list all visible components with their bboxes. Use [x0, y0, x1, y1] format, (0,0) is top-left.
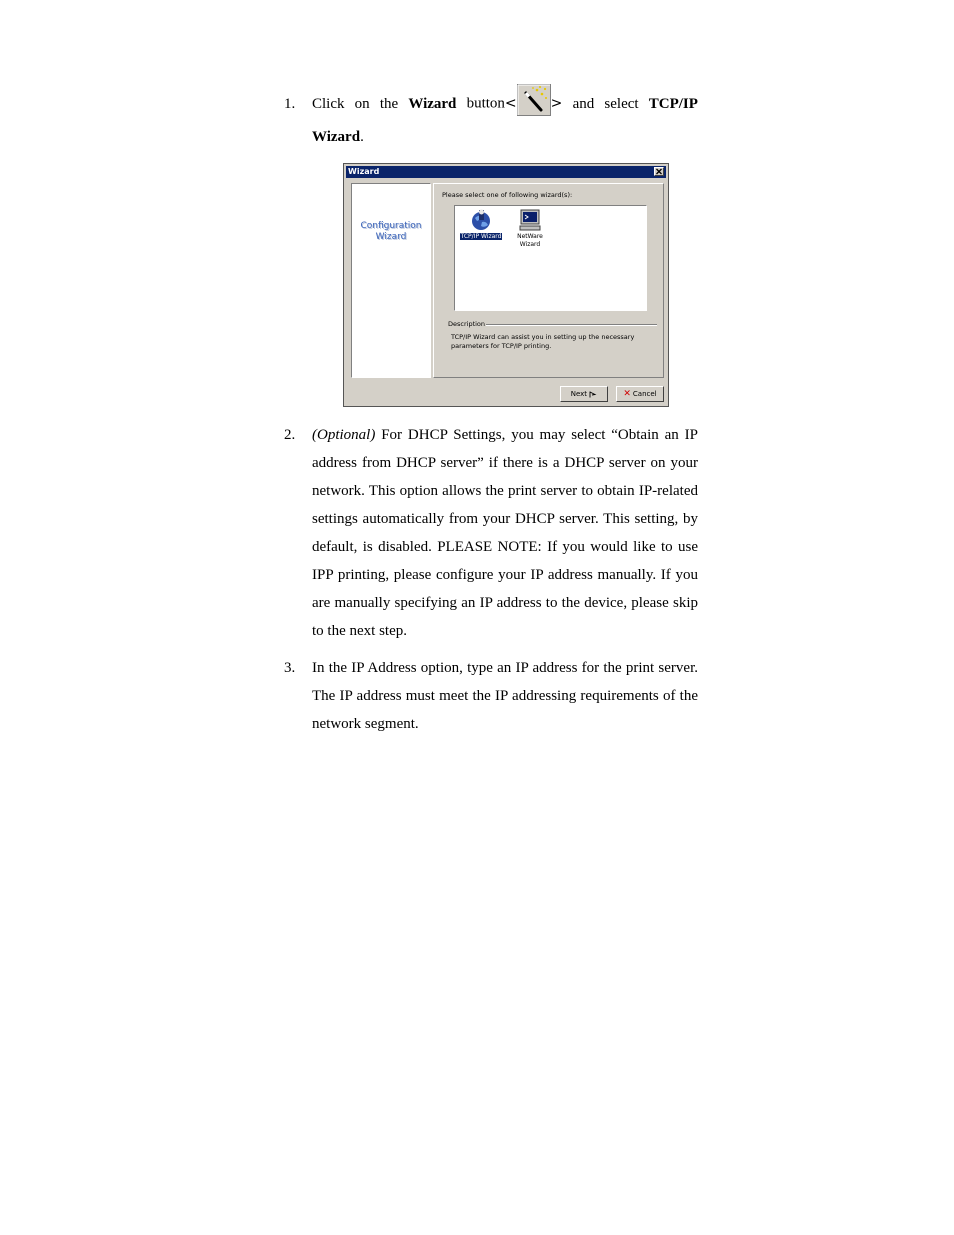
step-1-line-1	[312, 90, 698, 118]
list-item-tcpip-wizard[interactable]	[455, 208, 507, 241]
cancel-button[interactable]	[616, 386, 664, 402]
step-2-body: For DHCP Settings, you may select “Obtain an IP address from DHCP server” if there is a DHCP server on your network. This option allows the print server to obtain IP-related settings automatically from your DHCP server. This setting, by default, is disabled. PLEASE NOTE: If you would like to use IPP printing, please configure your IP address manually. If you are manually specifying an IP address to the device, please skip to the next step.	[312, 427, 698, 639]
wizard-list[interactable]	[454, 205, 647, 311]
word: button	[466, 95, 505, 112]
banner-line-1: Configuration	[360, 221, 422, 231]
list-item-netware-wizard[interactable]	[504, 208, 556, 249]
tcpip-term: TCP/IP	[648, 96, 698, 112]
next-arrow-icon	[589, 391, 597, 398]
banner-line-2: Wizard	[375, 232, 407, 242]
word: and	[572, 96, 595, 112]
magic-wand-icon	[517, 84, 551, 116]
tcpip-globe-icon	[469, 208, 493, 232]
netware-computer-icon	[518, 208, 542, 232]
wizard-term: Wizard	[408, 96, 457, 112]
step-1-line-2	[312, 123, 364, 151]
word: the	[379, 96, 399, 112]
bracket-close: >	[550, 95, 563, 112]
dialog-titlebar	[346, 166, 666, 178]
description-legend: Description	[448, 320, 486, 328]
wizard-dialog	[343, 163, 669, 407]
step-number: 2.	[284, 427, 296, 443]
word: Click	[312, 96, 345, 112]
word: on	[354, 96, 370, 112]
netware-label-2: Wizard	[519, 241, 541, 248]
description-text: TCP/IP Wizard can assist you in setting up the necessary parameters for TCP/IP printing.	[451, 333, 635, 350]
wizard-term: Wizard	[312, 129, 361, 145]
step-3-text: In the IP Address option, type an IP address for the print server. The IP address must meet the IP addressing requirements of the network segment.	[312, 660, 698, 732]
netware-label-1: NetWare	[517, 233, 543, 240]
configuration-wizard-label	[352, 221, 430, 243]
wizard-content-panel	[433, 183, 664, 378]
wizard-banner-panel	[351, 183, 431, 378]
optional-tag: (Optional)	[312, 427, 376, 443]
wizard-button-reference	[467, 88, 563, 120]
tcpip-wizard-label: TCP/IP Wizard	[460, 233, 502, 240]
step-number: 3.	[284, 660, 296, 676]
dialog-title: Wizard	[348, 167, 380, 176]
wizard-prompt: Please select one of following wizard(s):	[442, 191, 573, 199]
step-number: 1.	[284, 96, 296, 112]
description-divider	[486, 324, 657, 326]
step-2-text	[312, 421, 698, 645]
period: .	[360, 129, 364, 145]
bracket-open: <	[504, 95, 517, 112]
next-label: Next	[570, 390, 588, 398]
next-button[interactable]	[560, 386, 608, 402]
cancel-label: Cancel	[632, 390, 657, 398]
close-icon[interactable]	[654, 167, 664, 176]
word: select	[604, 96, 639, 112]
cancel-x-icon: ✕	[623, 389, 631, 399]
